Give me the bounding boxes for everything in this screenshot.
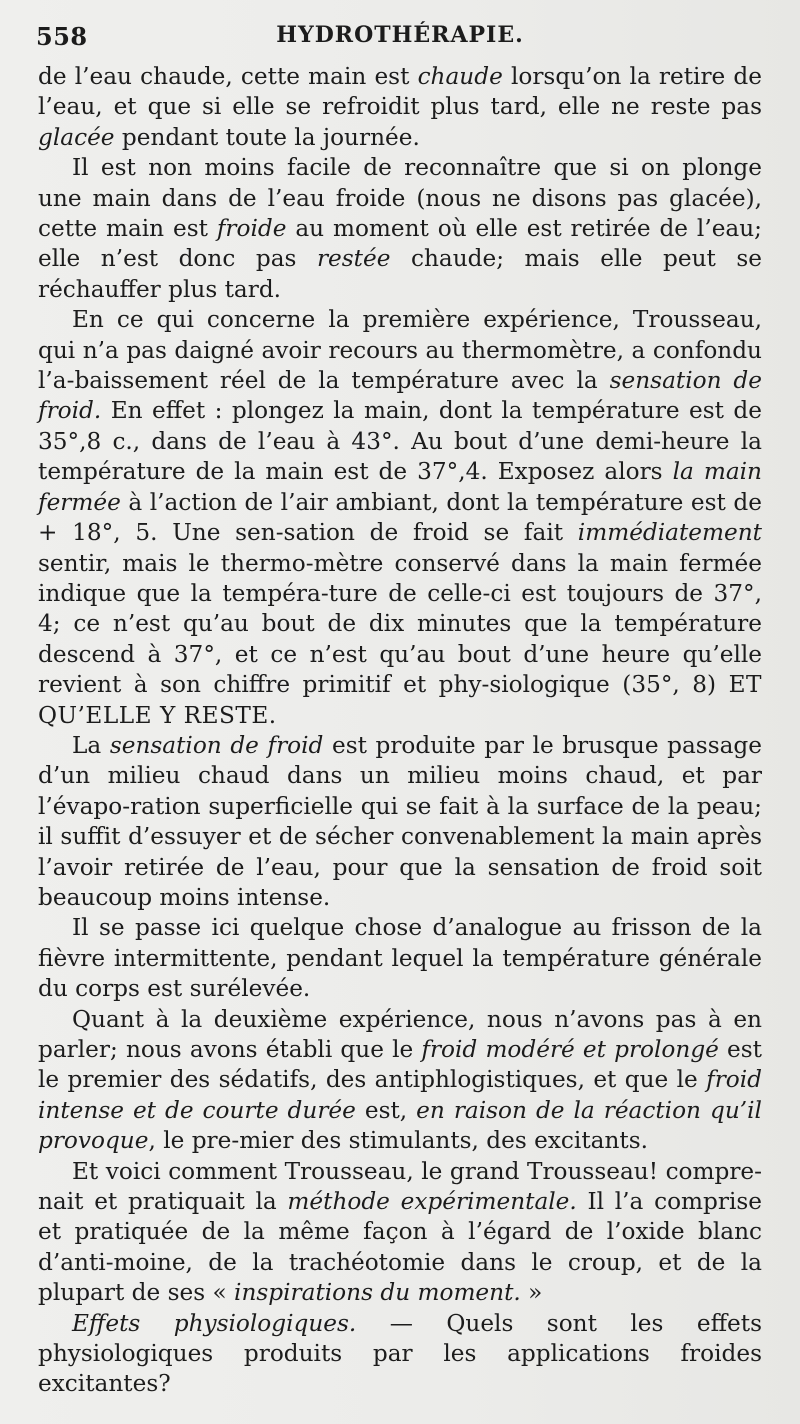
emphasis-text: en raison de la réaction qu’il provoque	[38, 1096, 762, 1155]
text-run: Et voici comment Trousseau, le grand Trousseau! compre-nait et pratiquait la	[38, 1157, 762, 1216]
emphasis-text: froid modéré et prolongé	[421, 1036, 719, 1063]
text-run: lorsqu’on la retire de l’eau, et que si elle se refroidit plus tard, elle ne reste pas	[38, 63, 762, 121]
emphasis-text: inspirations du moment.	[234, 1279, 521, 1307]
emphasis-text: la main fermée	[38, 458, 762, 516]
paragraph-continuation	[38, 62, 762, 153]
text-run: est le premier des sédatifs, des antiphlogistiques, et que le	[38, 1036, 762, 1094]
emphasis-text: restée	[316, 245, 391, 273]
emphasis-text: sensation de froid.	[38, 367, 762, 425]
paragraph	[38, 305, 762, 731]
running-title: HYDROTHÉRAPIE.	[276, 22, 524, 48]
text-run: »	[520, 1279, 543, 1307]
paragraph	[38, 731, 762, 913]
text-run: Il est non moins facile de reconnaître que si on plonge une main dans de l’eau froide (nous ne disons pas glacée), cette main est	[38, 154, 762, 243]
paragraph	[38, 1157, 762, 1309]
text-run: au moment où elle est retirée de l’eau; elle n’est donc pas	[38, 215, 762, 273]
text-run: à l’action de l’air ambiant, dont la température est de + 18°, 5. Une sen-sation de froid se fait	[38, 488, 762, 547]
text-run: sentir, mais le thermo-mètre conservé dans la main fermée indique que la tempéra-ture de celle-ci est toujours de 37°, 4; ce n’est qu’au bout de dix minutes que la température descend à 37°, et ce n’est qu’au bout d’une heure qu’elle revient à son chiffre primitif et phy-siologique (35°, 8)	[38, 549, 762, 699]
paragraph	[38, 153, 762, 305]
text-run: En effet : plongez la main, dont la température est de 35°,8 c., dans de l’eau à 43°. Au bout d’une demi-heure la température de la main est de 37°,4. Exposez alors	[38, 397, 762, 486]
text-run: Il se passe ici quelque chose d’analogue au frisson de la fièvre intermittente, pendant lequel la température générale du corps est surélevée.	[38, 914, 762, 1003]
paragraph	[38, 1005, 762, 1157]
emphasis-text: Effets physiologiques.	[72, 1309, 357, 1337]
text-run: est produite par le brusque passage d’un milieu chaud dans un milieu moins chaud, et par l’évapo-ration superficielle qui se fait à la surface de la peau; il suffit d’essuyer et de sécher convenablement la main après l’avoir retirée de l’eau, pour que la sensation de froid soit beaucoup moins intense.	[38, 731, 762, 911]
paragraph	[38, 913, 762, 1004]
text-run: En ce qui concerne la première expérience, Trousseau, qui n’a pas daigné avoir recours au thermomètre, a confondu l’a-baissement réel de la température avec la	[38, 306, 762, 395]
text-run: Il l’a comprise et pratiquée de la même façon à l’égard de l’oxide blanc d’anti-moine, de la trachéotomie dans le croup, et de la plupart de ses «	[38, 1188, 762, 1307]
text-run: — Quels sont les effets physiologiques produits par les applications froides excitantes?	[38, 1309, 762, 1398]
emphasis-text: méthode expérimentale.	[287, 1188, 577, 1216]
page-header	[36, 14, 764, 54]
text-run: de l’eau chaude, cette main est	[38, 63, 418, 90]
page-number: 558	[36, 22, 88, 51]
emphasis-text: froide	[216, 215, 287, 243]
text-run: , le pre-mier des stimulants, des excitants.	[148, 1127, 648, 1155]
paragraph-heading	[38, 1309, 762, 1400]
body-text	[38, 62, 762, 1400]
text-run: Quant à la deuxième expérience, nous n’avons pas à en parler; nous avons établi que le	[38, 1005, 762, 1063]
emphasis-text: glacée	[38, 123, 115, 151]
text-run: pendant toute la journée.	[114, 123, 420, 151]
smallcaps-text: ET QU’ELLE Y RESTE.	[38, 671, 762, 729]
text-run: chaude; mais elle peut se réchauffer plus tard.	[38, 245, 762, 303]
text-run: est,	[355, 1096, 417, 1124]
emphasis-text: froid intense et de courte durée	[38, 1066, 762, 1124]
text-run: La	[72, 731, 110, 759]
emphasis-text: sensation de froid	[109, 731, 324, 759]
emphasis-text: chaude	[417, 63, 503, 90]
emphasis-text: immédiatement	[577, 519, 762, 547]
